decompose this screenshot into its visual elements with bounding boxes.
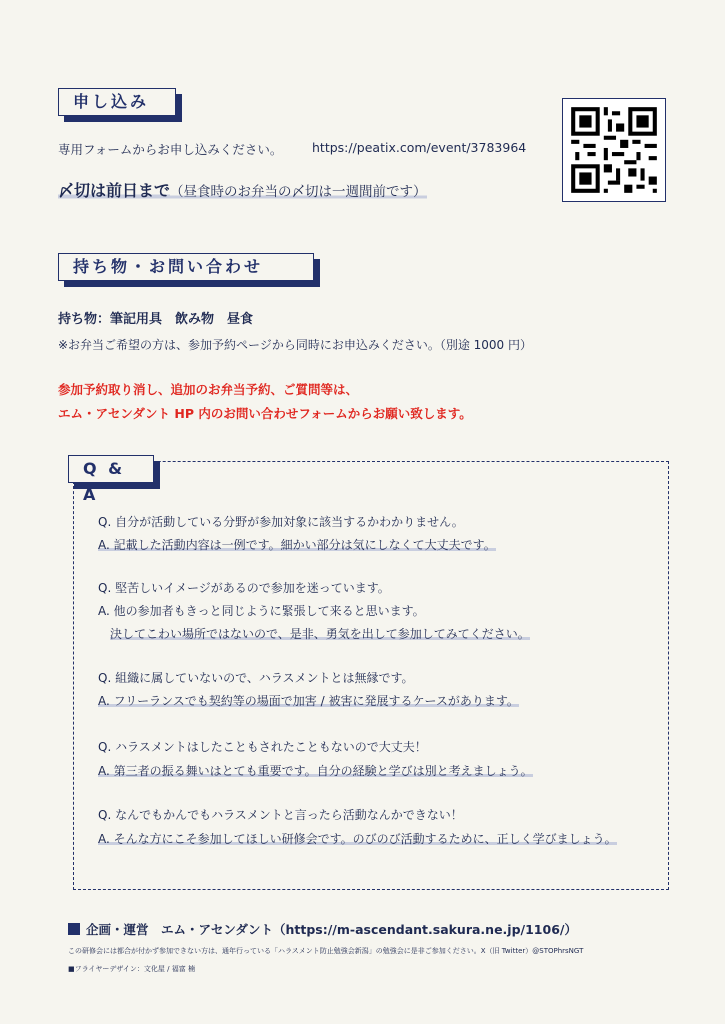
qa-question-2: Q. 堅苦しいイメージがあるので参加を迷っています。 [98, 581, 390, 595]
qa-question-4: Q. ハラスメントはしたこともされたこともないので大丈夫！ [98, 740, 427, 754]
square-bullet-icon [68, 923, 80, 935]
qa-answer-2-cont: 決してこわい場所ではないので、是非、勇気を出して参加してみてください。 [110, 627, 530, 641]
belongings-text: 持ち物：筆記用具 飲み物 昼食 [58, 312, 254, 327]
qa-question-5: Q. なんでもかんでもハラスメントと言ったら活動なんかできない！ [98, 808, 463, 822]
items-header [58, 253, 314, 281]
lunch-note: ※お弁当ご希望の方は、参加予約ページから同時にお申込みください。（別途 1000 円） [58, 338, 532, 352]
apply-form-text: 専用フォームからお申し込みください。 [58, 142, 283, 157]
qa-question-1: Q. 自分が活動している分野が参加対象に該当するかわかりません。 [98, 515, 464, 529]
deadline-line [58, 178, 427, 201]
qa-answer-5: A. そんな方にこそ参加してほしい研修会です。のびのび活動するために、正しく学びましょう。 [98, 832, 617, 846]
deadline-main: 〆切は前日まで [58, 181, 171, 200]
qr-code-icon [562, 98, 666, 202]
qa-answer-3: A. フリーランスでも契約等の場面で加害 / 被害に発展するケースがあります。 [98, 694, 519, 708]
qa-header [68, 455, 154, 504]
apply-header-label: 申し込み [58, 88, 176, 116]
qa-answer-4: A. 第三者の振る舞いはとても重要です。自分の経験と学びは別と考えましょう。 [98, 764, 533, 778]
qa-question-3: Q. 組織に属していないので、ハラスメントとは無縁です。 [98, 671, 414, 685]
qa-answer-2: A. 他の参加者もきっと同じように緊張して来ると思います。 [98, 604, 425, 618]
contact-line-1: 参加予約取り消し、追加のお弁当予約、ご質問等は、 [58, 382, 359, 397]
footer-note: この研修会には都合が付かず参加できない方は、通年行っている「ハラスメント防止勉強会新潟」の勉強会に是非ご参加ください。X（旧 Twitter）@STOPhrsNGT [68, 947, 584, 955]
qa-answer-1: A. 記載した活動内容は一例です。細かい部分は気にしなくて大丈夫です。 [98, 538, 496, 552]
contact-line-2: エム・アセンダント HP 内のお問い合わせフォームからお願い致します。 [58, 406, 472, 421]
items-header-label: 持ち物・お問い合わせ [58, 253, 314, 281]
qa-header-label: Q & A [68, 455, 154, 483]
organizer-text: 企画・運営 エム・アセンダント（https://m-ascendant.sakura.ne.jp/1106/） [86, 922, 577, 937]
deadline-note: （昼食時のお弁当の〆切は一週間前です） [170, 184, 427, 200]
designer-credit: ■フライヤーデザイン：文化屋 / 福富 楠 [68, 965, 195, 973]
apply-header [58, 88, 176, 116]
apply-url-link[interactable]: https://peatix.com/event/3783964 [312, 140, 527, 155]
